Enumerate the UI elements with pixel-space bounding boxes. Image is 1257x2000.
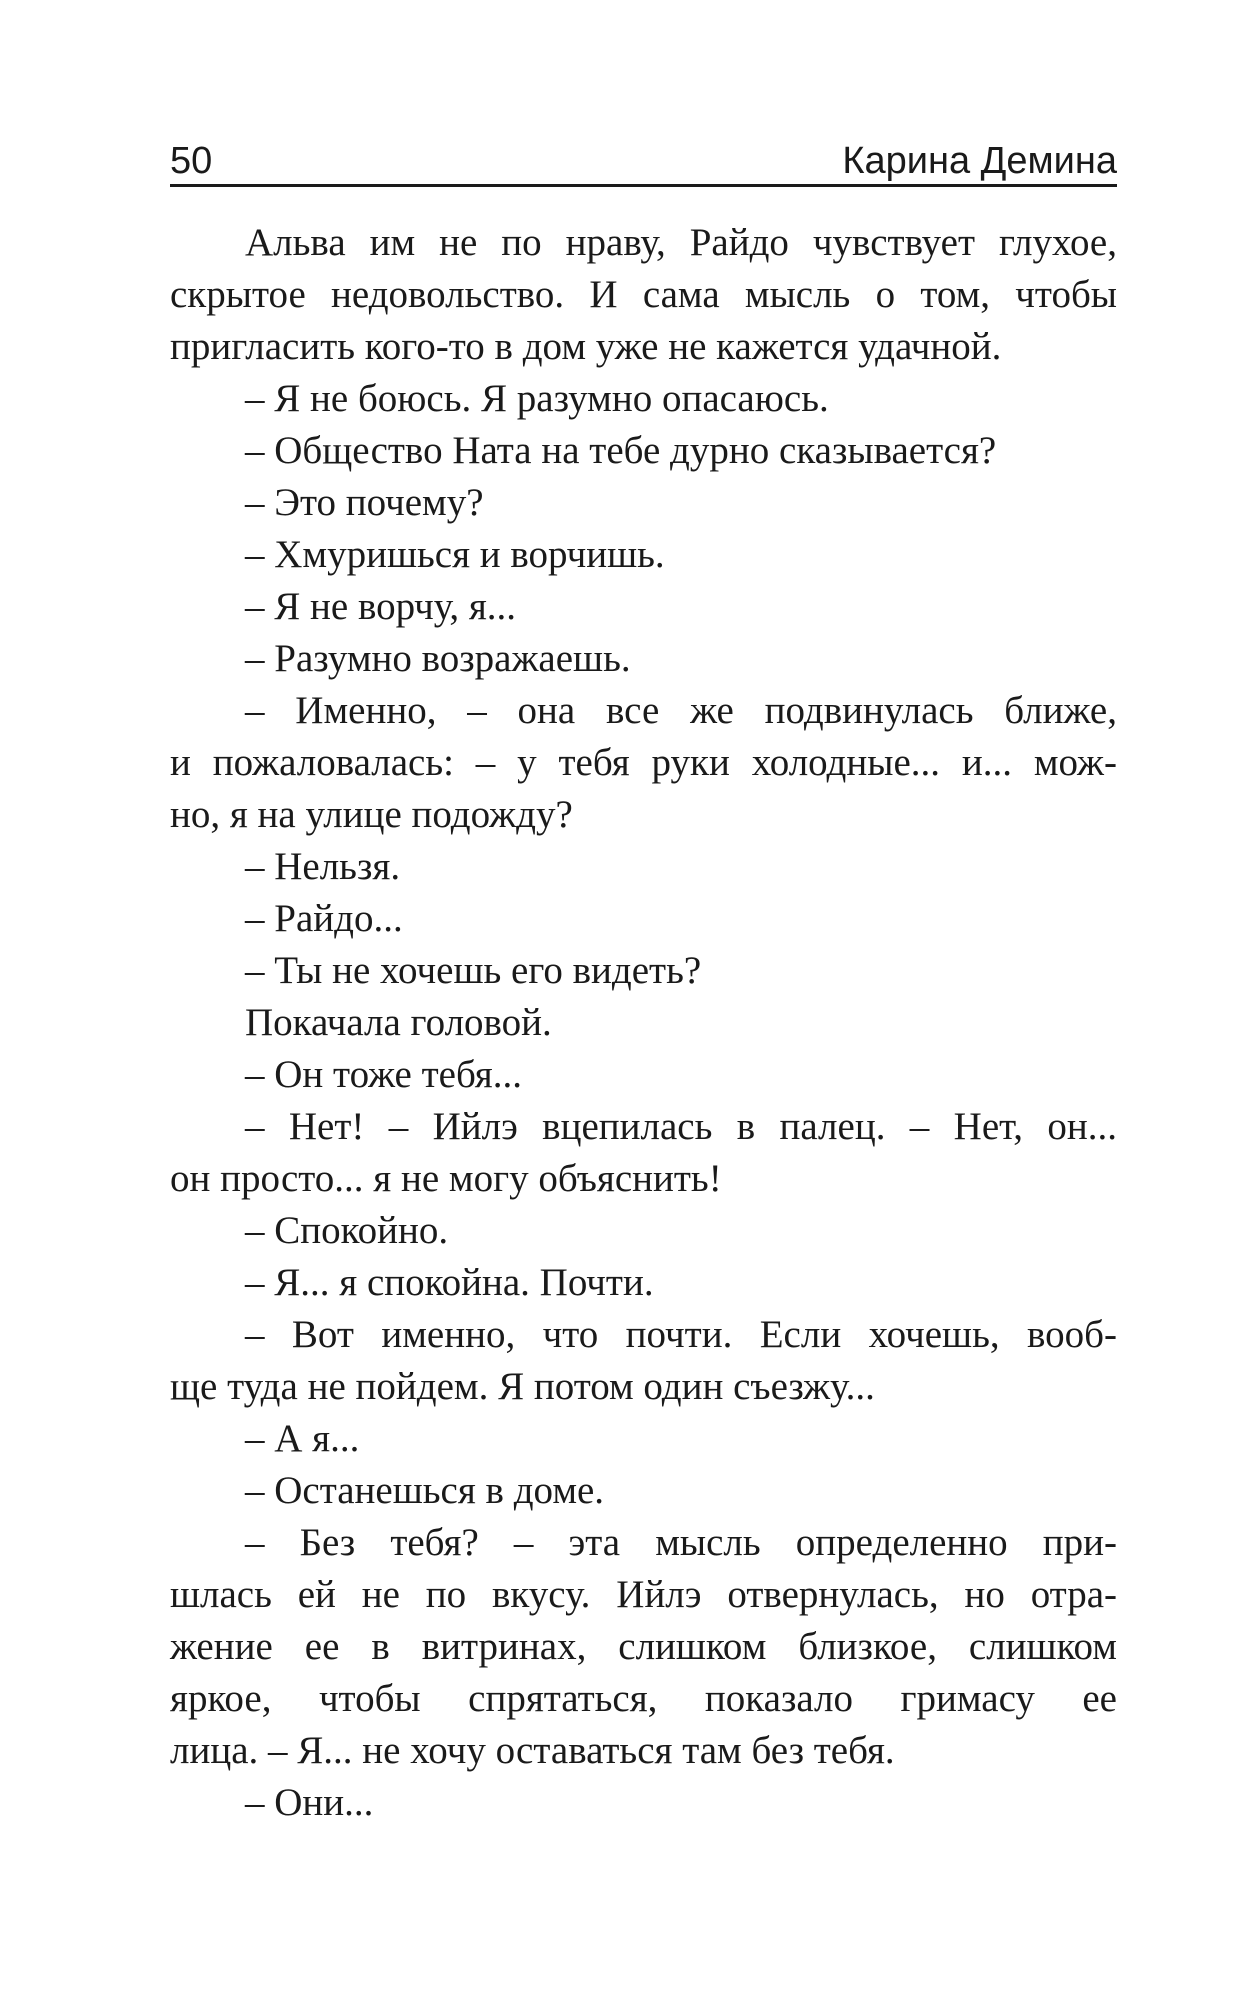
- running-head-author: Карина Демина: [842, 140, 1117, 182]
- text-line: ще туда не пойдем. Я потом один съезжу...: [170, 1365, 875, 1408]
- text-line: – Это почему?: [245, 481, 484, 524]
- text-line: пригласить кого-то в дом уже не кажется удачной.: [170, 325, 1002, 368]
- text-line: – Нельзя.: [245, 845, 401, 888]
- text-line: яркое, чтобы спрятаться, показало гримасу ее: [170, 1677, 1117, 1720]
- page-header: [170, 128, 1117, 187]
- text-line: – Они...: [245, 1781, 374, 1824]
- text-line: – Общество Ната на тебе дурно сказывается?: [245, 429, 997, 472]
- text-line: – Останешься в доме.: [245, 1469, 605, 1512]
- text-line: – Ты не хочешь его видеть?: [245, 949, 702, 992]
- text-line: лица. – Я... не хочу оставаться там без тебя.: [170, 1729, 895, 1772]
- page-number: 50: [170, 140, 213, 182]
- text-line: – Я... я спокойна. Почти.: [245, 1261, 654, 1304]
- text-line: – Разумно возражаешь.: [245, 637, 631, 680]
- text-line: – Нет! – Ийлэ вцепилась в палец. – Нет, он...: [245, 1105, 1117, 1148]
- text-line: – А я...: [245, 1417, 360, 1460]
- text-line: и пожаловалась: – у тебя руки холодные... и... мож-: [170, 741, 1117, 784]
- text-line: – Хмуришься и ворчишь.: [245, 533, 665, 576]
- text-line: – Без тебя? – эта мысль определенно при-: [245, 1521, 1117, 1564]
- body-text: [170, 217, 1117, 1829]
- text-line: – Я не ворчу, я...: [245, 585, 517, 628]
- text-line: скрытое недовольство. И сама мысль о том, чтобы: [170, 273, 1117, 316]
- text-line: шлась ей не по вкусу. Ийлэ отвернулась, но отра-: [170, 1573, 1117, 1616]
- text-line: – Я не боюсь. Я разумно опасаюсь.: [245, 377, 829, 420]
- text-line: – Спокойно.: [245, 1209, 449, 1252]
- text-line: но, я на улице подожду?: [170, 793, 573, 836]
- text-line: Покачала головой.: [245, 1001, 552, 1044]
- text-line: он просто... я не могу объяснить!: [170, 1157, 722, 1200]
- text-line: – Райдо...: [245, 897, 403, 940]
- text-line: жение ее в витринах, слишком близкое, слишком: [170, 1625, 1117, 1668]
- text-line: – Он тоже тебя...: [245, 1053, 522, 1096]
- text-line: – Вот именно, что почти. Если хочешь, вооб-: [245, 1313, 1117, 1356]
- text-line: Альва им не по нраву, Райдо чувствует глухое,: [245, 221, 1117, 264]
- text-line: – Именно, – она все же подвинулась ближе,: [245, 689, 1117, 732]
- book-page: [170, 128, 1117, 1948]
